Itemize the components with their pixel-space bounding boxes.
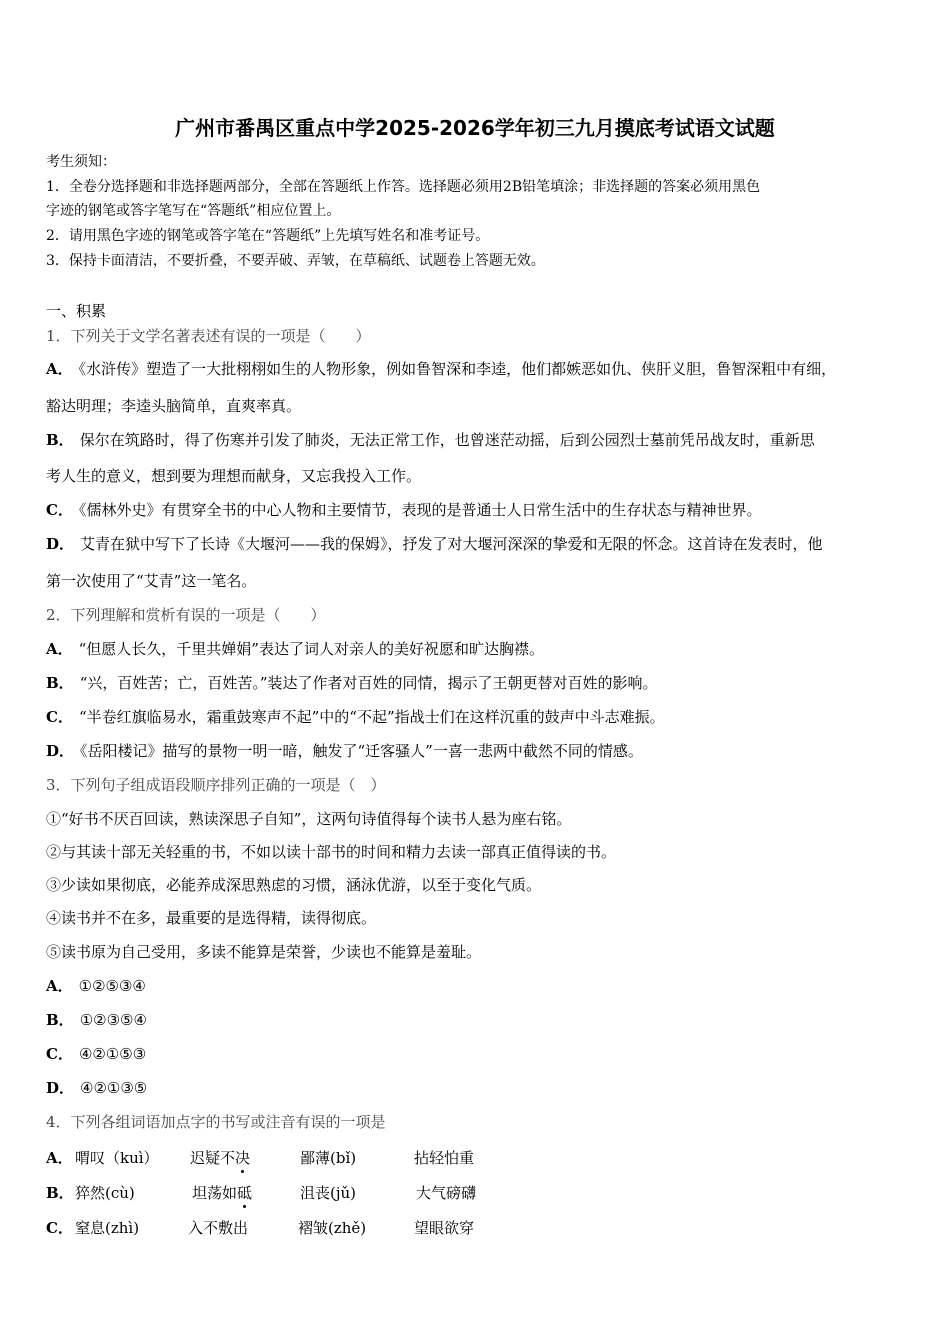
q3-sentence-4: ④读书并不在多，最重要的是选得精，读得彻底。 bbox=[46, 909, 377, 927]
option-label: C． bbox=[46, 1045, 73, 1063]
word-2 bbox=[188, 1217, 248, 1239]
option-label: B． bbox=[46, 431, 74, 449]
q3-option-c bbox=[46, 1043, 146, 1065]
word-3: 沮丧(jǔ) bbox=[300, 1184, 357, 1202]
q1-option-a-cont: 豁达明理；李逵头脑简单，直爽率真。 bbox=[46, 397, 302, 415]
q1-option-c bbox=[46, 499, 761, 521]
option-label: C． bbox=[46, 1219, 73, 1237]
option-text: “兴，百姓苦；亡，百姓苦。”装达了作者对百姓的同情，揭示了王朝更替对百姓的影响。 bbox=[79, 674, 658, 692]
q3-option-a bbox=[46, 975, 146, 997]
word-3: 鄙薄(bǐ) bbox=[300, 1149, 357, 1167]
notice-line-1: 1．全卷分选择题和非选择题两部分，全部在答题纸上作答。选择题必须用2B铅笔填涂；非选择题的答案必须用黑色 bbox=[46, 179, 761, 195]
q4-stem: 4．下列各组词语加点字的书写或注音有误的一项是 bbox=[46, 1113, 386, 1131]
word-1: 窒息(zhì) bbox=[75, 1219, 140, 1237]
option-text: ①②⑤③④ bbox=[78, 977, 146, 995]
word-part: 坦荡如 bbox=[192, 1184, 238, 1202]
option-label: A． bbox=[46, 360, 73, 378]
q1-option-d bbox=[46, 533, 823, 555]
q1-option-d-cont: 第一次使用了“艾青”这一笔名。 bbox=[46, 572, 257, 590]
q1-option-b-cont: 考人生的意义，想到要为理想而献身，又忘我投入工作。 bbox=[46, 467, 422, 485]
q1-option-a bbox=[46, 358, 836, 380]
word-4: 望眼欲穿 bbox=[414, 1219, 475, 1237]
q3-sentence-5: ⑤读书原为自己受用，多读不能算是荣誉，少读也不能算是羞耻。 bbox=[46, 943, 482, 961]
dotted-char: 决 bbox=[235, 1149, 251, 1167]
q2-option-a bbox=[46, 638, 544, 660]
option-text: 艾青在狱中写下了长诗《大堰河——我的保姆》，抒发了对大堰河深深的挚爱和无限的怀念。这首诗在发表时，他 bbox=[80, 535, 823, 553]
word-4: 拈轻怕重 bbox=[414, 1149, 475, 1167]
word-part: 入不敷出 bbox=[188, 1219, 249, 1237]
option-label: D． bbox=[46, 535, 75, 553]
word-part: 迟疑不 bbox=[190, 1149, 236, 1167]
option-text: “但愿人长久，千里共婵娟”表达了词人对亲人的美好祝愿和旷达胸襟。 bbox=[78, 640, 544, 658]
dotted-char: 砥 bbox=[237, 1184, 253, 1202]
q3-stem: 3．下列句子组成语段顺序排列正确的一项是（ ） bbox=[46, 776, 386, 794]
option-text: “半卷红旗临易水，霜重鼓寒声不起”中的“不起”指战士们在这样沉重的鼓声中斗志难振。 bbox=[78, 708, 665, 726]
word-1: 猝然(cù) bbox=[75, 1184, 135, 1202]
q2-option-b bbox=[46, 672, 658, 694]
option-label: D． bbox=[46, 742, 75, 760]
word-2 bbox=[190, 1147, 250, 1169]
option-text: 《岳阳楼记》描写的景物一明一暗，触发了“迁客骚人”一喜一悲两中截然不同的情感。 bbox=[80, 742, 643, 760]
option-label: C． bbox=[46, 708, 73, 726]
q1-stem: 1．下列关于文学名著表述有误的一项是（ ） bbox=[46, 327, 371, 345]
q3-option-b bbox=[46, 1009, 147, 1031]
word-1: 喟叹（kuì） bbox=[75, 1149, 159, 1167]
q3-sentence-3: ③少读如果彻底，必能养成深思熟虑的习惯，涵泳优游，以至于变化气质。 bbox=[46, 876, 542, 894]
q2-stem: 2．下列理解和赏析有误的一项是（ ） bbox=[46, 606, 326, 624]
notice-heading: 考生须知： bbox=[46, 154, 116, 170]
option-text: 《儒林外史》有贯穿全书的中心人物和主要情节，表现的是普通士人日常生活中的生存状态与精神世界。 bbox=[78, 501, 762, 519]
notice-line-3: 3．保持卡面清洁，不要折叠，不要弄破、弄皱，在草稿纸、试题卷上答题无效。 bbox=[46, 253, 545, 269]
option-label: A． bbox=[46, 1149, 73, 1167]
notice-line-2: 2．请用黑色字迹的钢笔或答字笔在“答题纸”上先填写姓名和准考证号。 bbox=[46, 228, 490, 244]
option-text: ④②①⑤③ bbox=[78, 1045, 147, 1063]
option-label: B． bbox=[46, 674, 74, 692]
option-text: 保尔在筑路时，得了伤寒并引发了肺炎，无法正常工作，也曾迷茫动摇，后到公园烈士墓前凭吊战友时，重新思 bbox=[79, 431, 815, 449]
q2-option-d bbox=[46, 740, 643, 762]
option-label: D． bbox=[46, 1079, 75, 1097]
exam-title: 广州市番禺区重点中学2025-2026学年初三九月摸底考试语文试题 bbox=[175, 116, 775, 140]
option-label: C． bbox=[46, 501, 73, 519]
q3-option-d bbox=[46, 1077, 147, 1099]
q3-sentence-2: ②与其读十部无关轻重的书，不如以读十部书的时间和精力去读一部真正值得读的书。 bbox=[46, 843, 617, 861]
option-label: B． bbox=[46, 1011, 74, 1029]
word-2 bbox=[192, 1182, 252, 1204]
option-label: A． bbox=[46, 640, 73, 658]
notice-line-1b: 字迹的钢笔或答字笔写在“答题纸”相应位置上。 bbox=[46, 203, 341, 219]
option-text: ①②③⑤④ bbox=[79, 1011, 147, 1029]
word-3: 褶皱(zhě) bbox=[298, 1219, 367, 1237]
option-label: B． bbox=[46, 1184, 74, 1202]
q2-option-c bbox=[46, 706, 665, 728]
q3-sentence-1: ①“好书不厌百回读，熟读深思子自知”，这两句诗值得每个读书人悬为座右铭。 bbox=[46, 810, 572, 828]
word-4: 大气磅礴 bbox=[416, 1184, 477, 1202]
section-heading: 一、积累 bbox=[46, 302, 107, 320]
option-label: A． bbox=[46, 977, 73, 995]
q1-option-b bbox=[46, 429, 815, 451]
option-text: ④②①③⑤ bbox=[80, 1079, 148, 1097]
option-text: 《水浒传》塑造了一大批栩栩如生的人物形象，例如鲁智深和李逵，他们都嫉恶如仇、侠肝义胆，鲁智深粗中有细， bbox=[78, 360, 837, 378]
